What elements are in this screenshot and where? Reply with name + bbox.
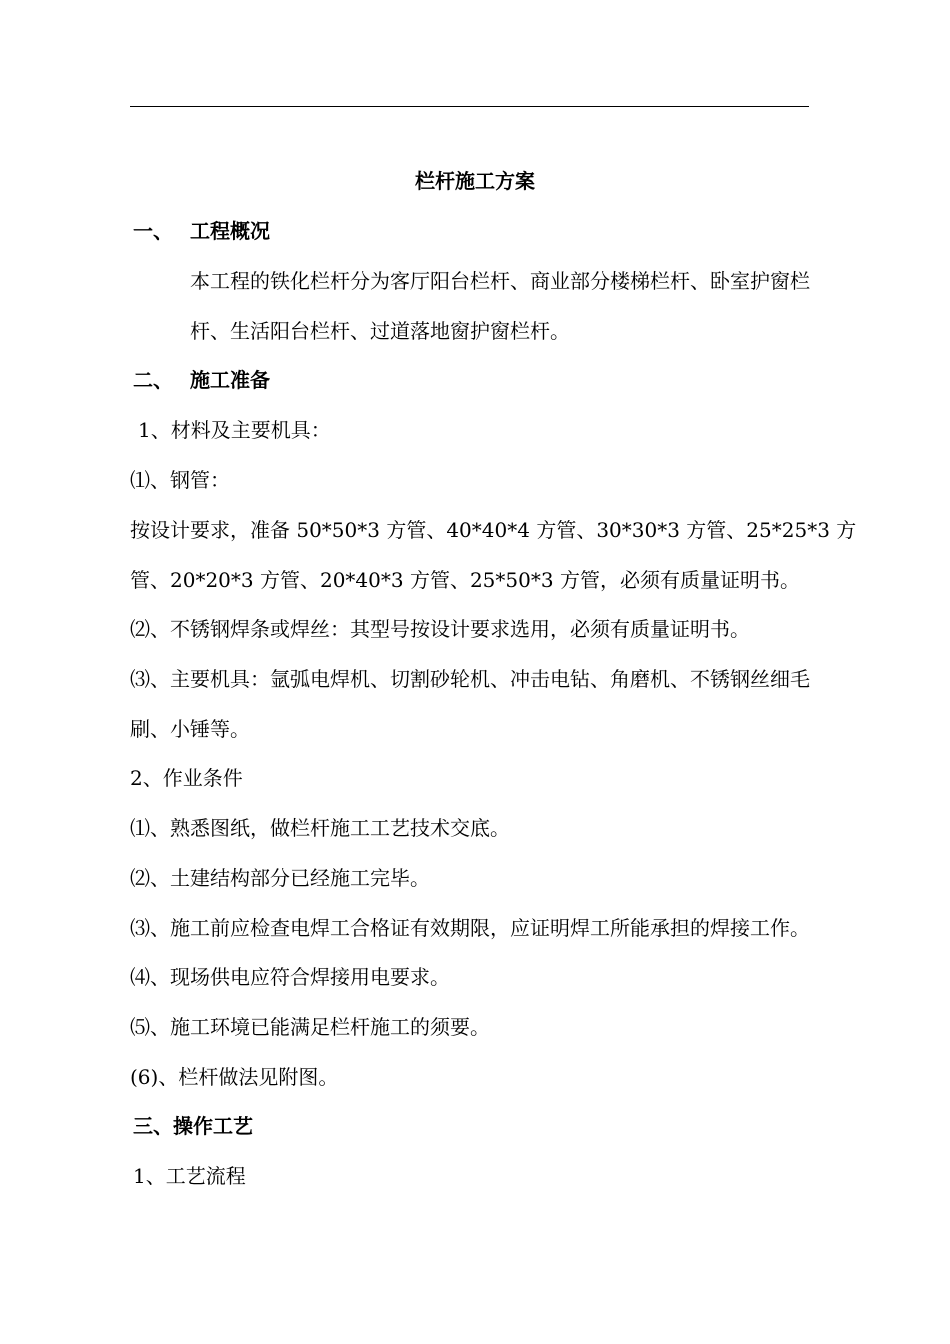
section-1-heading: 工程概况 xyxy=(190,219,270,243)
overview-line-1: 本工程的铁化栏杆分为客厅阳台栏杆、商业部分楼梯栏杆、卧室护窗栏 xyxy=(190,269,810,293)
conditions-title: 2、作业条件 xyxy=(130,766,243,790)
document-title: 栏杆施工方案 xyxy=(415,169,535,193)
steel-spec-line-2: 管、20*20*3 方管、20*40*3 方管、25*50*3 方管，必须有质量证明书。 xyxy=(130,568,800,592)
condition-6: (6)、栏杆做法见附图。 xyxy=(130,1065,339,1089)
process-title: 1、工艺流程 xyxy=(133,1164,246,1188)
condition-4: ⑷、现场供电应符合焊接用电要求。 xyxy=(130,965,450,989)
section-2-heading: 施工准备 xyxy=(190,368,270,392)
condition-3: ⑶、施工前应检查电焊工合格证有效期限，应证明焊工所能承担的焊接工作。 xyxy=(130,916,810,940)
section-1-number: 一、 xyxy=(133,219,173,243)
tools-line-1: ⑶、主要机具：氩弧电焊机、切割砂轮机、冲击电钻、角磨机、不锈钢丝细毛 xyxy=(130,667,810,691)
steel-pipe-item: ⑴、钢管： xyxy=(130,468,230,492)
condition-1: ⑴、熟悉图纸，做栏杆施工工艺技术交底。 xyxy=(130,816,510,840)
welding-rod-item: ⑵、不锈钢焊条或焊丝：其型号按设计要求选用，必须有质量证明书。 xyxy=(130,617,750,641)
section-2-number: 二、 xyxy=(133,368,173,392)
condition-5: ⑸、施工环境已能满足栏杆施工的须要。 xyxy=(130,1015,490,1039)
header-rule xyxy=(130,106,809,107)
tools-line-2: 刷、小锤等。 xyxy=(130,717,250,741)
section-3-heading: 三、操作工艺 xyxy=(133,1114,253,1138)
condition-2: ⑵、土建结构部分已经施工完毕。 xyxy=(130,866,430,890)
materials-title: 1、材料及主要机具： xyxy=(138,418,331,442)
steel-spec-line-1: 按设计要求，准备 50*50*3 方管、40*40*4 方管、30*30*3 方管、25*25*3 方 xyxy=(130,518,857,542)
overview-line-2: 杆、生活阳台栏杆、过道落地窗护窗栏杆。 xyxy=(190,319,570,343)
